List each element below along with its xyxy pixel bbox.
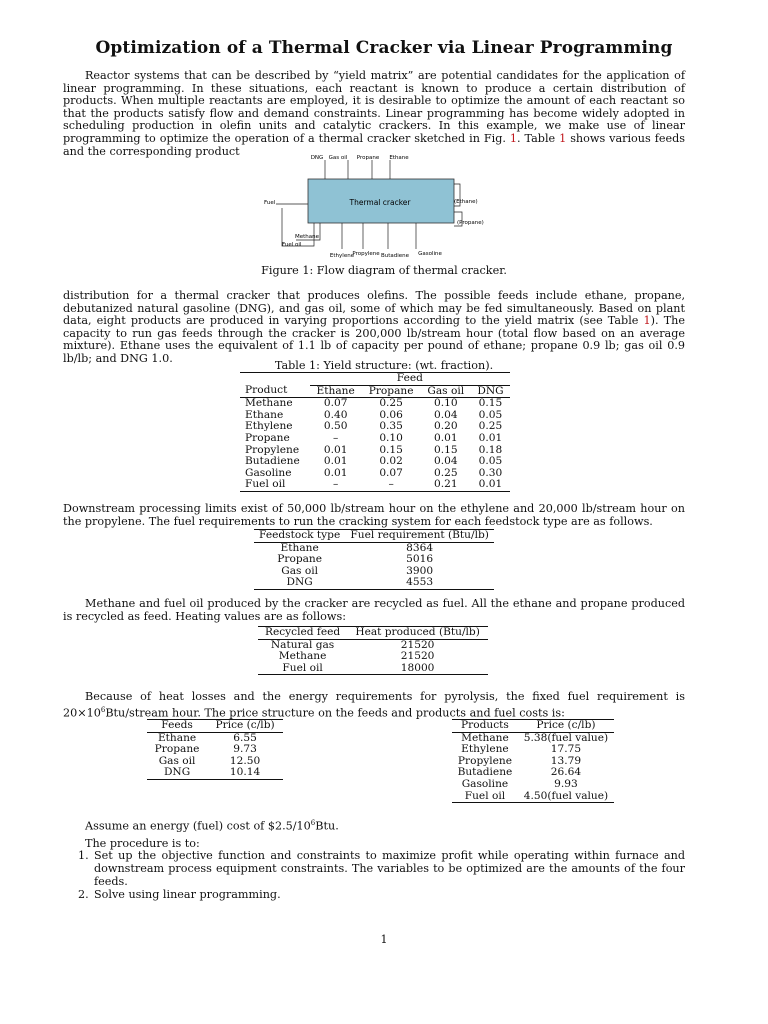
table-row: Ethylene 17.75 — [461, 743, 582, 756]
feed-label-propane: Propane — [356, 155, 380, 161]
product-label-propylene: Propylene — [352, 251, 380, 257]
column-header: Products — [461, 719, 509, 731]
table-header-row — [254, 530, 494, 543]
energy-cost-paragraph: Assume an energy (fuel) cost of $\$2.5/10^6Btu$. — [85, 819, 339, 833]
page-title: Optimization of a Thermal Cracker via Linear Programming — [95, 38, 673, 58]
column-header: Recycled feed — [265, 626, 341, 638]
table-header-row — [452, 720, 614, 733]
figure-caption: Figure 1: Flow diagram of thermal cracker. — [261, 264, 507, 277]
downstream-limits-paragraph: Downstream processing limits exist of 50,000 lb/stream hour on the ethylene and 20,000 lb/stream hour on the propylene. The fuel requirements to run the cracking system for each feedstock type are as follows. — [63, 502, 685, 528]
bottom-product-arrows — [342, 223, 416, 249]
table-row: Butadiene 26.64 — [457, 766, 582, 779]
table-row: Methane 5.38(fuel value) — [461, 731, 609, 744]
feed-label-ethane: Ethane — [389, 155, 409, 161]
table-header-row — [147, 720, 283, 733]
table-row: Gasoline 0.01 0.07 0.25 0.30 — [245, 466, 503, 479]
table-row: Propylene 0.01 0.15 0.15 0.18 — [245, 443, 503, 456]
feed-group-header: Feed — [310, 373, 510, 386]
table-row: Propane 9.73 — [154, 743, 257, 756]
table-reference-link[interactable]: 1 — [559, 131, 567, 145]
recycle-label-methane: Methane — [295, 234, 320, 240]
table-row: Methane 0.07 0.25 0.10 0.15 — [245, 397, 503, 410]
intro-paragraph: Reactor systems that can be described by “yield matrix” are potential candidates for the application of linear programming. In these situations, each reactant is known to produce a certain distribution of products. When multiple reactants are employed, it is desirable to optimize the amount of each reactant so that the products satisfy flow and demand constraints. Linear programming has become widely adopted in scheduling production in olefin units and catalytic crackers. In this example, we make use of linear programming to optimize the operation of a thermal cracker sketched in Fig. 1. Table 1 shows various feeds and the corresponding product — [63, 69, 685, 158]
column-header: Fuel requirement (Btu/lb) — [350, 529, 489, 541]
feed-label-gas-oil: Gas oil — [328, 155, 348, 161]
table-row: Propane 5016 — [277, 553, 434, 566]
yield-table-body — [240, 398, 510, 492]
product-label-ethylene: Ethylene — [329, 253, 355, 259]
table-row: DNG 4553 — [254, 577, 494, 589]
heat-value-table — [258, 626, 488, 675]
fuel-requirement-table — [254, 529, 494, 590]
recycle-label-fuel-oil: Fuel oil — [282, 242, 302, 248]
table-header-row — [240, 385, 510, 398]
column-header: DNG — [477, 384, 504, 397]
column-header: Feeds — [161, 719, 193, 731]
thermal-cracker-diagram — [258, 150, 490, 262]
top-feed-arrows — [325, 160, 390, 179]
table-row: DNG 10.14 — [147, 767, 283, 779]
table-row: Natural gas 21520 — [270, 638, 435, 651]
page-number: 1 — [380, 933, 388, 946]
table-row: Ethane 8364 — [280, 541, 434, 554]
table-row: Ethane 6.55 — [157, 731, 257, 744]
table-row: Ethylene 0.50 0.35 0.20 0.25 — [245, 420, 503, 433]
recycle-label-ethane: (Ethane) — [454, 199, 478, 205]
column-header: Price (c/lb) — [215, 719, 275, 731]
box-label: Thermal cracker — [349, 198, 411, 207]
price-structure-paragraph: Because of heat losses and the energy requirements for pyrolysis, the fixed fuel requirement is $20\times 10^6Btu$/stream hour. The price structure on the feeds and products and fuel costs is: — [63, 690, 685, 720]
feed-label-dng: DNG — [310, 155, 324, 161]
feeds-price-table — [147, 719, 283, 780]
table-row: Gas oil 12.50 — [158, 754, 261, 767]
column-header: Heat produced (Btu/lb) — [355, 626, 480, 638]
table-header-row — [258, 627, 488, 640]
table-row: Butadiene 0.01 0.02 0.04 0.05 — [245, 455, 503, 468]
table-row: Fuel oil – – 0.21 0.01 — [240, 479, 510, 491]
procedure-list — [78, 849, 685, 901]
column-header: Gas oil — [427, 384, 465, 397]
table1-caption: Table 1: Yield structure: (wt. fraction). — [274, 359, 494, 372]
table-row: Gas oil 3900 — [281, 564, 434, 577]
column-header: Product — [245, 384, 288, 397]
procedure-intro: The procedure is to: — [85, 837, 200, 850]
recycle-paragraph: Methane and fuel oil produced by the cracker are recycled as fuel. All the ethane and propane produced is recycled as feed. Heating values are as follows: — [63, 597, 685, 623]
list-item: 2. Solve using linear programming. — [78, 888, 281, 901]
table-row: Propylene 13.79 — [457, 754, 582, 767]
yield-table — [240, 372, 510, 492]
recycle-label-propane: (Propane) — [457, 220, 484, 226]
column-header: Feedstock type — [259, 529, 341, 541]
list-item: 1. Set up the objective function and constraints to maximize profit while operating within furnace and downstream process equipment constraints. The variables to be optimized are the amounts of the four feeds. — [78, 849, 685, 888]
table-row: Ethane 0.40 0.06 0.04 0.05 — [245, 408, 503, 421]
fuel-label: Fuel — [264, 200, 276, 206]
column-header: Ethane — [316, 384, 355, 397]
feeds-description-paragraph: distribution for a thermal cracker that produces olefins. The possible feeds include ethane, propane, debutanized natural gasoline (DNG), and gas oil, some of which may be fed simultaneously. Based on plant data, eight products are produced in varying proportions according to the yield matrix (see Table 1). The capacity to run gas feeds through the cracker is 200,000 lb/stream hour (total flow based on an average mixture). Ethane uses the equivalent of 1.1 lb of capacity per pound of ethane; propane 0.9 lb; gas oil 0.9 lb/lb; and DNG 1.0. — [63, 289, 685, 365]
column-header: Propane — [368, 384, 414, 397]
product-label-gasoline: Gasoline — [418, 251, 442, 257]
table-row: Propane – 0.10 0.01 0.01 — [245, 431, 503, 444]
table-row: Gasoline 9.93 — [461, 777, 578, 790]
table-row: Fuel oil 4.50(fuel value) — [452, 791, 614, 803]
table-reference-link-2[interactable]: 1 — [643, 314, 651, 328]
figure-reference-link[interactable]: 1 — [509, 131, 518, 145]
products-price-table — [452, 719, 614, 803]
table-row: Methane 21520 — [278, 650, 435, 663]
table-row: Fuel oil 18000 — [258, 663, 488, 675]
column-header: Price (c/lb) — [536, 719, 596, 731]
product-label-butadiene: Butadiene — [380, 253, 410, 259]
